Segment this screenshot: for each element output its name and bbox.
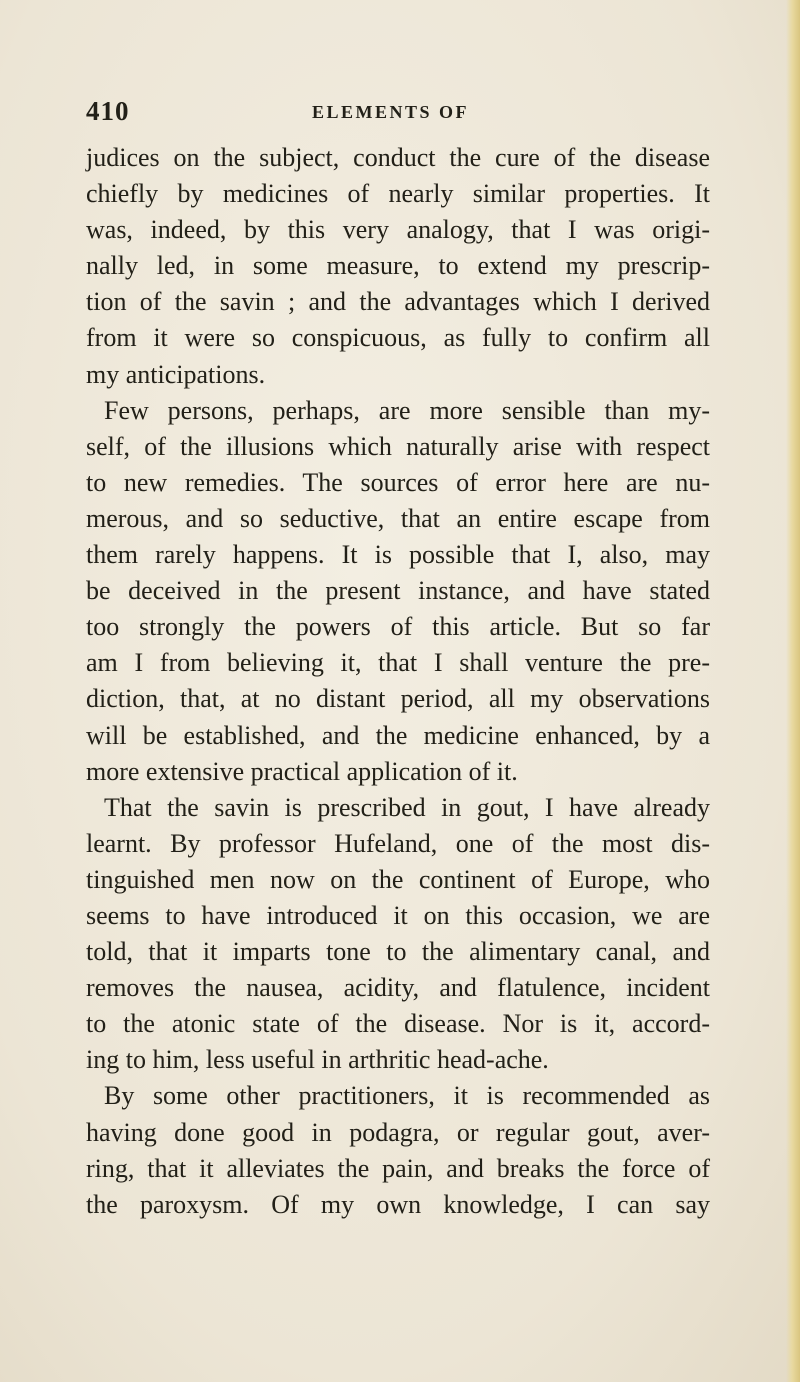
page-edge xyxy=(786,0,800,1382)
text-line: was, indeed, by this very analogy, that I was origi- xyxy=(86,215,710,245)
text-line: the paroxysm. Of my own knowledge, I can say xyxy=(86,1189,710,1219)
text-line: learnt. By professor Hufeland, one of the most dis- xyxy=(86,828,710,858)
text-line: judices on the subject, conduct the cure of the disease xyxy=(86,143,710,172)
text-line: will be established, and the medicine enhanced, by a xyxy=(86,720,710,750)
text-line: more extensive practical application of it. xyxy=(86,756,518,786)
text-line: ing to him, less useful in arthritic head-ache. xyxy=(86,1045,549,1075)
text-line: nally led, in some measure, to extend my prescrip- xyxy=(86,251,710,281)
text-line: self, of the illusions which naturally arise with respect xyxy=(86,431,710,461)
text-line: seems to have introduced it on this occasion, we are xyxy=(86,900,710,930)
text-line: them rarely happens. It is possible that I, also, may xyxy=(86,540,710,570)
page-header xyxy=(86,96,726,130)
text-line: tinguished men now on the continent of Europe, who xyxy=(86,864,710,894)
running-head: ELEMENTS OF xyxy=(312,102,470,122)
text-line: having done good in podagra, or regular gout, aver- xyxy=(86,1117,710,1147)
text-line: That the savin is prescribed in gout, I have already xyxy=(104,792,710,822)
text-line: ring, that it alleviates the pain, and breaks the force of xyxy=(86,1153,710,1183)
text-line: too strongly the powers of this article. But so far xyxy=(86,612,710,642)
text-line: my anticipations. xyxy=(86,359,266,389)
text-line: tion of the savin ; and the advantages which I derived xyxy=(86,287,710,317)
page-number: 410 xyxy=(86,96,130,126)
text-line: chiefly by medicines of nearly similar properties. It xyxy=(86,179,710,209)
body-text xyxy=(86,140,710,1223)
text-line: to the atonic state of the disease. Nor is it, accord- xyxy=(86,1009,710,1039)
text-line: from it were so conspicuous, as fully to confirm all xyxy=(86,323,710,353)
text-line: removes the nausea, acidity, and flatulence, incident xyxy=(86,973,710,1003)
text-line: diction, that, at no distant period, all my observations xyxy=(86,684,710,714)
text-line: Few persons, perhaps, are more sensible than my- xyxy=(104,395,710,425)
text-line: to new remedies. The sources of error here are nu- xyxy=(86,467,710,497)
text-line: merous, and so seductive, that an entire escape from xyxy=(86,503,710,533)
text-line: told, that it imparts tone to the alimentary canal, and xyxy=(86,937,710,967)
text-line: be deceived in the present instance, and have stated xyxy=(86,576,710,606)
text-line: By some other practitioners, it is recommended as xyxy=(104,1081,710,1111)
text-line: am I from believing it, that I shall venture the pre- xyxy=(86,648,710,678)
